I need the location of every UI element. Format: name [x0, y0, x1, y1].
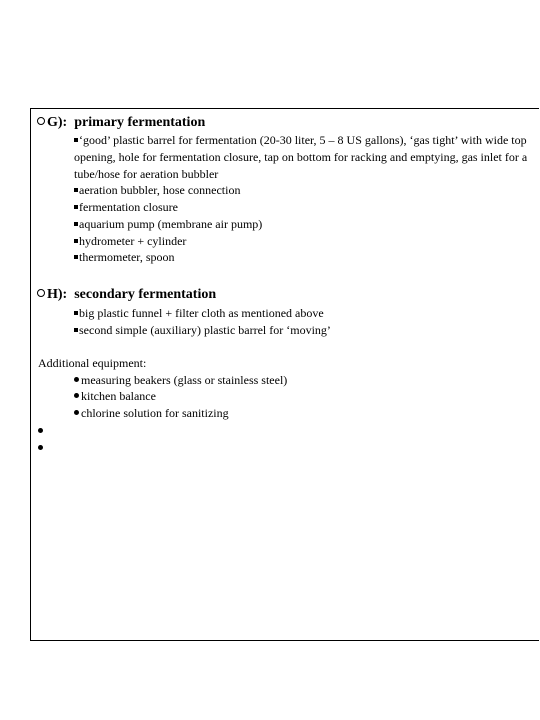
list-item-text: second simple (auxiliary) plastic barrel for ‘moving’: [79, 323, 331, 337]
empty-bullet-icon: [38, 445, 43, 450]
list-item-text: fermentation closure: [79, 200, 178, 214]
square-bullet-icon: [74, 311, 78, 315]
square-bullet-icon: [74, 239, 78, 243]
section-h-label: H):: [47, 287, 68, 302]
hollow-bullet-icon: [37, 117, 45, 125]
list-item-text: aquarium pump (membrane air pump): [79, 217, 263, 231]
list-item: [74, 388, 156, 405]
square-bullet-icon: [74, 222, 78, 226]
round-bullet-icon: [74, 377, 79, 382]
section-h-heading: [37, 287, 216, 303]
section-g-intro: [74, 132, 536, 183]
list-item: [74, 322, 331, 339]
list-item: [74, 199, 178, 216]
empty-bullet-icon: [38, 428, 43, 433]
section-g-intro-text: ‘good’ plastic barrel for fermentation (20-30 liter, 5 – 8 US gallons), ‘gas tight’ with wide top opening, hole for fermentation closure, tap on bottom for racking and emptying, gas inlet for a tube/hose for aeration bubbler: [74, 133, 528, 181]
square-bullet-icon: [74, 188, 78, 192]
list-item: [74, 249, 175, 266]
list-item: [74, 182, 240, 199]
list-item: [74, 233, 186, 250]
square-bullet-icon: [74, 255, 78, 259]
list-item-text: aeration bubbler, hose connection: [79, 183, 241, 197]
round-bullet-icon: [74, 393, 79, 398]
section-g-label: G):: [47, 115, 68, 130]
list-item-text: thermometer, spoon: [79, 250, 175, 264]
square-bullet-icon: [74, 138, 78, 142]
list-item-text: chlorine solution for sanitizing: [81, 406, 229, 420]
hollow-bullet-icon: [37, 289, 45, 297]
square-bullet-icon: [74, 328, 78, 332]
round-bullet-icon: [74, 410, 79, 415]
list-item: [74, 305, 324, 322]
list-item-text: hydrometer + cylinder: [79, 234, 187, 248]
square-bullet-icon: [74, 205, 78, 209]
section-h-title: secondary fermentation: [74, 287, 217, 302]
list-item: [74, 216, 262, 233]
section-g-heading: [37, 115, 205, 131]
section-g-title: primary fermentation: [74, 115, 206, 130]
list-item: [74, 405, 229, 422]
additional-equipment-title: Additional equipment:: [38, 356, 147, 370]
list-item: [74, 372, 287, 389]
list-item-text: kitchen balance: [81, 389, 156, 403]
list-item-text: measuring beakers (glass or stainless steel): [81, 373, 288, 387]
list-item-text: big plastic funnel + filter cloth as mentioned above: [79, 306, 324, 320]
